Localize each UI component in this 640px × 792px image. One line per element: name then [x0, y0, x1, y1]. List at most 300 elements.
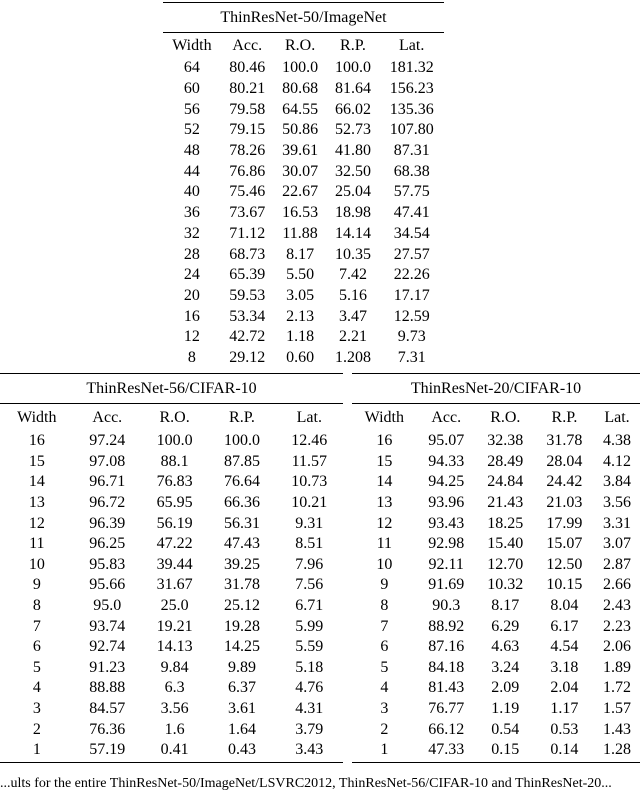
cifar-resnet20-table: [352, 373, 640, 761]
cell-lat: 3.56: [602, 494, 631, 512]
cell-acc: 91.23: [89, 658, 126, 676]
col-header-ro: R.O.: [284, 36, 316, 54]
cell-acc: 78.26: [229, 142, 266, 160]
cifar-resnet56-table: [0, 373, 343, 761]
col-header-ro: R.O.: [490, 408, 521, 426]
table-row: [163, 224, 444, 245]
imagenet-table-title: ThinResNet-50/ImageNet: [163, 3, 444, 33]
cell-rp: 0.53: [550, 720, 579, 738]
cell-acc: 94.33: [428, 452, 465, 470]
cell-width: 7: [32, 617, 41, 635]
cell-rp: 81.64: [334, 80, 371, 98]
cell-width: 2: [32, 720, 41, 738]
cell-acc: 76.36: [89, 720, 126, 738]
cell-ro: 8.17: [286, 245, 315, 263]
cell-lat: 2.23: [602, 617, 631, 635]
table-row: [352, 719, 640, 740]
bottom-rule-right: [352, 762, 640, 763]
cell-acc: 96.72: [89, 494, 126, 512]
cell-acc: 42.72: [229, 328, 266, 346]
cell-width: 16: [28, 432, 45, 450]
col-header-rp: R.P.: [340, 36, 366, 54]
cell-acc: 90.3: [432, 597, 461, 615]
cell-ro: 12.70: [487, 555, 524, 573]
table-row: [352, 555, 640, 576]
cell-acc: 47.33: [428, 741, 465, 759]
cell-ro: 31.67: [156, 576, 193, 594]
cell-ro: 1.6: [164, 720, 185, 738]
cell-acc: 97.24: [89, 432, 126, 450]
col-header-rp: R.P.: [229, 408, 255, 426]
cell-ro: 32.38: [487, 432, 524, 450]
cell-rp: 21.03: [546, 494, 583, 512]
cell-acc: 80.21: [229, 80, 266, 98]
cell-rp: 100.0: [223, 432, 260, 450]
table-row: [163, 244, 444, 265]
cell-lat: 2.66: [602, 576, 631, 594]
cell-rp: 66.36: [223, 494, 260, 512]
cell-rp: 15.07: [546, 535, 583, 553]
cell-rp: 3.61: [227, 700, 256, 718]
cell-width: 5: [32, 658, 41, 676]
table-row: [0, 472, 343, 493]
cell-rp: 2.04: [550, 679, 579, 697]
cell-rp: 56.31: [223, 514, 260, 532]
cell-ro: 64.55: [282, 100, 319, 118]
cell-lat: 7.96: [295, 555, 324, 573]
cell-lat: 6.71: [295, 597, 324, 615]
cell-acc: 87.16: [428, 638, 465, 656]
cell-rp: 3.18: [550, 658, 579, 676]
cell-lat: 8.51: [295, 535, 324, 553]
table-row: [0, 513, 343, 534]
cell-rp: 1.17: [550, 700, 579, 718]
cell-width: 15: [28, 452, 45, 470]
cell-width: 48: [183, 142, 200, 160]
table-row: [0, 616, 343, 637]
cell-lat: 1.28: [602, 741, 631, 759]
cell-acc: 91.69: [428, 576, 465, 594]
cell-width: 14: [376, 473, 393, 491]
cell-rp: 52.73: [334, 121, 371, 139]
cell-ro: 65.95: [156, 494, 193, 512]
cell-lat: 4.31: [295, 700, 324, 718]
cell-ro: 1.19: [491, 700, 520, 718]
imagenet-table: [163, 2, 444, 368]
cell-acc: 76.77: [428, 700, 465, 718]
table-row: [352, 616, 640, 637]
table-row: [0, 658, 343, 679]
cell-lat: 5.59: [295, 638, 324, 656]
cell-acc: 79.15: [229, 121, 266, 139]
cell-lat: 10.21: [291, 494, 328, 512]
cell-width: 5: [380, 658, 389, 676]
cell-acc: 65.39: [229, 266, 266, 284]
table-row: [163, 161, 444, 182]
cell-lat: 107.80: [389, 121, 434, 139]
cell-ro: 50.86: [282, 121, 319, 139]
cell-width: 12: [28, 514, 45, 532]
cell-width: 14: [28, 473, 45, 491]
cell-lat: 7.56: [295, 576, 324, 594]
cell-width: 60: [183, 80, 200, 98]
cell-width: 3: [380, 700, 389, 718]
cell-ro: 6.29: [491, 617, 520, 635]
table-row: [352, 658, 640, 679]
table-row: [0, 431, 343, 452]
cell-ro: 100.0: [156, 432, 193, 450]
cell-acc: 53.34: [229, 307, 266, 325]
table-row: [0, 678, 343, 699]
cell-acc: 93.96: [428, 494, 465, 512]
cell-rp: 1.64: [227, 720, 256, 738]
col-header-rp: R.P.: [551, 408, 578, 426]
cell-rp: 14.14: [334, 224, 371, 242]
cell-ro: 3.05: [286, 286, 315, 304]
table-row: [0, 740, 343, 761]
table-title-row: [0, 374, 343, 404]
table-row: [0, 452, 343, 473]
cell-width: 7: [380, 617, 389, 635]
cell-acc: 97.08: [89, 452, 126, 470]
cell-ro: 0.15: [491, 741, 520, 759]
cell-lat: 5.18: [295, 658, 324, 676]
cell-rp: 2.21: [338, 328, 367, 346]
table-caption: ...ults for the entire ThinResNet-50/ImageNet/LSVRC2012, ThinResNet-56/CIFAR-10 and ThinResNet-20...: [0, 776, 612, 791]
cell-ro: 21.43: [487, 494, 524, 512]
cell-lat: 57.75: [393, 183, 430, 201]
cell-width: 4: [380, 679, 389, 697]
table-row: [163, 286, 444, 307]
cell-width: 12: [376, 514, 393, 532]
table-row: [163, 58, 444, 79]
cell-acc: 92.98: [428, 535, 465, 553]
cell-acc: 81.43: [428, 679, 465, 697]
cell-acc: 95.07: [428, 432, 465, 450]
table-row: [0, 493, 343, 514]
cell-lat: 12.59: [393, 307, 430, 325]
cell-width: 56: [183, 100, 200, 118]
table-row: [163, 141, 444, 162]
cell-ro: 39.44: [156, 555, 193, 573]
cell-rp: 7.42: [338, 266, 367, 284]
cell-lat: 5.99: [295, 617, 324, 635]
cell-width: 16: [376, 432, 393, 450]
cell-ro: 16.53: [282, 204, 319, 222]
table-row: [163, 327, 444, 348]
cell-acc: 92.74: [89, 638, 126, 656]
cell-width: 10: [28, 555, 45, 573]
cell-width: 9: [380, 576, 389, 594]
cell-lat: 27.57: [393, 245, 430, 263]
cell-rp: 24.42: [546, 473, 583, 491]
cell-lat: 47.41: [393, 204, 430, 222]
cell-ro: 18.25: [487, 514, 524, 532]
header-row: [163, 33, 444, 59]
header-row: [352, 404, 640, 432]
cell-width: 20: [183, 286, 200, 304]
cell-rp: 100.0: [334, 59, 371, 77]
cell-acc: 93.74: [89, 617, 126, 635]
col-header-lat: Lat.: [399, 36, 425, 54]
cell-lat: 4.76: [295, 679, 324, 697]
cell-rp: 39.25: [223, 555, 260, 573]
cell-rp: 25.04: [334, 183, 371, 201]
cell-lat: 2.87: [602, 555, 631, 573]
cell-ro: 56.19: [156, 514, 193, 532]
cell-ro: 3.56: [160, 700, 189, 718]
cell-rp: 32.50: [334, 162, 371, 180]
cell-width: 64: [183, 59, 200, 77]
cell-width: 3: [32, 700, 41, 718]
cell-acc: 59.53: [229, 286, 266, 304]
cell-width: 15: [376, 452, 393, 470]
cell-rp: 18.98: [334, 204, 371, 222]
col-header-width: Width: [364, 408, 404, 426]
cell-ro: 8.17: [491, 597, 520, 615]
cell-ro: 0.41: [160, 741, 189, 759]
cell-lat: 156.23: [389, 80, 434, 98]
cell-ro: 15.40: [487, 535, 524, 553]
cell-acc: 66.12: [428, 720, 465, 738]
cell-acc: 71.12: [229, 224, 266, 242]
cell-rp: 17.99: [546, 514, 583, 532]
cell-acc: 96.39: [89, 514, 126, 532]
cell-ro: 24.84: [487, 473, 524, 491]
cell-acc: 84.57: [89, 700, 126, 718]
cell-lat: 68.38: [393, 162, 430, 180]
table-row: [352, 637, 640, 658]
cell-ro: 3.24: [491, 658, 520, 676]
cell-lat: 87.31: [393, 142, 430, 160]
table-row: [163, 203, 444, 224]
cell-ro: 88.1: [160, 452, 189, 470]
cell-acc: 96.25: [89, 535, 126, 553]
cell-ro: 30.07: [282, 162, 319, 180]
cell-acc: 95.83: [89, 555, 126, 573]
table-row: [352, 740, 640, 761]
table-row: [352, 513, 640, 534]
cell-ro: 10.32: [487, 576, 524, 594]
cell-ro: 25.0: [160, 597, 189, 615]
col-header-acc: Acc.: [232, 36, 263, 54]
cell-lat: 7.31: [397, 348, 426, 366]
cell-rp: 6.37: [227, 679, 256, 697]
cell-lat: 3.84: [602, 473, 631, 491]
cell-width: 6: [32, 638, 41, 656]
cell-ro: 2.09: [491, 679, 520, 697]
cell-lat: 181.32: [389, 59, 434, 77]
cell-ro: 22.67: [282, 183, 319, 201]
cell-acc: 93.43: [428, 514, 465, 532]
cell-lat: 2.06: [602, 638, 631, 656]
cell-lat: 3.79: [295, 720, 324, 738]
cell-lat: 4.12: [602, 452, 631, 470]
cell-lat: 17.17: [393, 286, 430, 304]
cell-acc: 75.46: [229, 183, 266, 201]
cell-ro: 5.50: [286, 266, 315, 284]
cell-ro: 2.13: [286, 307, 315, 325]
col-header-lat: Lat.: [296, 408, 322, 426]
cell-width: 40: [183, 183, 200, 201]
cell-lat: 1.89: [602, 658, 631, 676]
bottom-rule-left: [0, 762, 343, 763]
cell-width: 13: [376, 494, 393, 512]
cell-lat: 3.43: [295, 741, 324, 759]
col-header-width: Width: [172, 36, 212, 54]
cell-width: 4: [32, 679, 41, 697]
cell-width: 44: [183, 162, 200, 180]
cell-acc: 95.66: [89, 576, 126, 594]
cell-width: 36: [183, 204, 200, 222]
cell-rp: 76.64: [223, 473, 260, 491]
cell-lat: 1.43: [602, 720, 631, 738]
cell-width: 9: [32, 576, 41, 594]
cell-ro: 6.3: [164, 679, 185, 697]
table-row: [0, 596, 343, 617]
cell-acc: 29.12: [229, 348, 266, 366]
table-row: [0, 555, 343, 576]
imagenet-table-body: [163, 3, 444, 369]
cell-lat: 3.07: [602, 535, 631, 553]
cell-ro: 14.13: [156, 638, 193, 656]
table-row: [352, 678, 640, 699]
table-row: [163, 79, 444, 100]
cell-width: 8: [187, 348, 196, 366]
cell-ro: 11.88: [282, 224, 318, 242]
table-row: [352, 452, 640, 473]
cell-rp: 10.35: [334, 245, 371, 263]
cell-rp: 0.14: [550, 741, 579, 759]
cell-lat: 9.31: [295, 514, 324, 532]
cell-ro: 9.84: [160, 658, 189, 676]
cell-lat: 34.54: [393, 224, 430, 242]
table-row: [352, 472, 640, 493]
cell-ro: 0.54: [491, 720, 520, 738]
table-row: [163, 120, 444, 141]
cell-rp: 87.85: [223, 452, 260, 470]
cell-rp: 4.54: [550, 638, 579, 656]
cell-rp: 6.17: [550, 617, 579, 635]
cell-lat: 1.72: [602, 679, 631, 697]
cell-rp: 28.04: [546, 452, 583, 470]
col-header-width: Width: [17, 408, 57, 426]
cell-rp: 25.12: [223, 597, 260, 615]
cell-width: 10: [376, 555, 393, 573]
table-row: [163, 348, 444, 369]
cell-width: 12: [183, 328, 200, 346]
cell-ro: 76.83: [156, 473, 193, 491]
cell-width: 8: [32, 597, 41, 615]
cell-width: 28: [183, 245, 200, 263]
cell-lat: 2.43: [602, 597, 631, 615]
cell-width: 11: [376, 535, 393, 553]
table-row: [163, 265, 444, 286]
cell-acc: 57.19: [89, 741, 126, 759]
cell-lat: 22.26: [393, 266, 430, 284]
col-header-lat: Lat.: [604, 408, 630, 426]
cell-width: 1: [380, 741, 389, 759]
cell-rp: 8.04: [550, 597, 579, 615]
cell-lat: 9.73: [397, 328, 426, 346]
cell-rp: 1.208: [334, 348, 371, 366]
cell-rp: 5.16: [338, 286, 367, 304]
cell-ro: 1.18: [286, 328, 315, 346]
cell-acc: 88.92: [428, 617, 465, 635]
cifar-resnet20-table-title: ThinResNet-20/CIFAR-10: [352, 374, 640, 404]
cell-rp: 31.78: [223, 576, 260, 594]
table-row: [163, 306, 444, 327]
cell-rp: 9.89: [227, 658, 256, 676]
cell-ro: 100.0: [282, 59, 319, 77]
cell-rp: 10.15: [546, 576, 583, 594]
table-row: [0, 637, 343, 658]
cell-acc: 84.18: [428, 658, 465, 676]
table-title-row: [163, 3, 444, 33]
cell-ro: 39.61: [282, 142, 319, 160]
cell-ro: 4.63: [491, 638, 520, 656]
cell-rp: 12.50: [546, 555, 583, 573]
cell-rp: 41.80: [334, 142, 371, 160]
table-row: [163, 99, 444, 120]
table-row: [352, 493, 640, 514]
cell-width: 52: [183, 121, 200, 139]
cell-width: 1: [32, 741, 41, 759]
table-row: [352, 431, 640, 452]
cell-width: 6: [380, 638, 389, 656]
cell-rp: 3.47: [338, 307, 367, 325]
table-row: [352, 699, 640, 720]
cifar-resnet56-table-title: ThinResNet-56/CIFAR-10: [0, 374, 343, 404]
col-header-acc: Acc.: [431, 408, 462, 426]
cell-width: 11: [29, 535, 45, 553]
cell-acc: 95.0: [93, 597, 122, 615]
cell-width: 13: [28, 494, 45, 512]
cell-ro: 28.49: [487, 452, 524, 470]
table-row: [0, 575, 343, 596]
cell-ro: 0.60: [286, 348, 315, 366]
table-title-row: [352, 374, 640, 404]
cifar-resnet56-table-body: [0, 374, 343, 761]
cell-acc: 76.86: [229, 162, 266, 180]
cell-acc: 92.11: [428, 555, 464, 573]
cell-lat: 10.73: [291, 473, 328, 491]
table-row: [0, 534, 343, 555]
cell-rp: 47.43: [223, 535, 260, 553]
table-row: [352, 534, 640, 555]
cell-ro: 80.68: [282, 80, 319, 98]
table-row: [352, 575, 640, 596]
cell-acc: 80.46: [229, 59, 266, 77]
cell-lat: 3.31: [602, 514, 631, 532]
cell-rp: 66.02: [334, 100, 371, 118]
header-row: [0, 404, 343, 432]
cell-width: 2: [380, 720, 389, 738]
cell-acc: 73.67: [229, 204, 266, 222]
table-row: [0, 719, 343, 740]
cell-lat: 4.38: [602, 432, 631, 450]
cell-acc: 94.25: [428, 473, 465, 491]
cell-lat: 135.36: [389, 100, 434, 118]
table-row: [163, 182, 444, 203]
cell-acc: 79.58: [229, 100, 266, 118]
table-row: [0, 699, 343, 720]
cell-ro: 19.21: [156, 617, 193, 635]
cell-width: 24: [183, 266, 200, 284]
cell-rp: 0.43: [227, 741, 256, 759]
cell-lat: 12.46: [291, 432, 328, 450]
cell-width: 8: [380, 597, 389, 615]
